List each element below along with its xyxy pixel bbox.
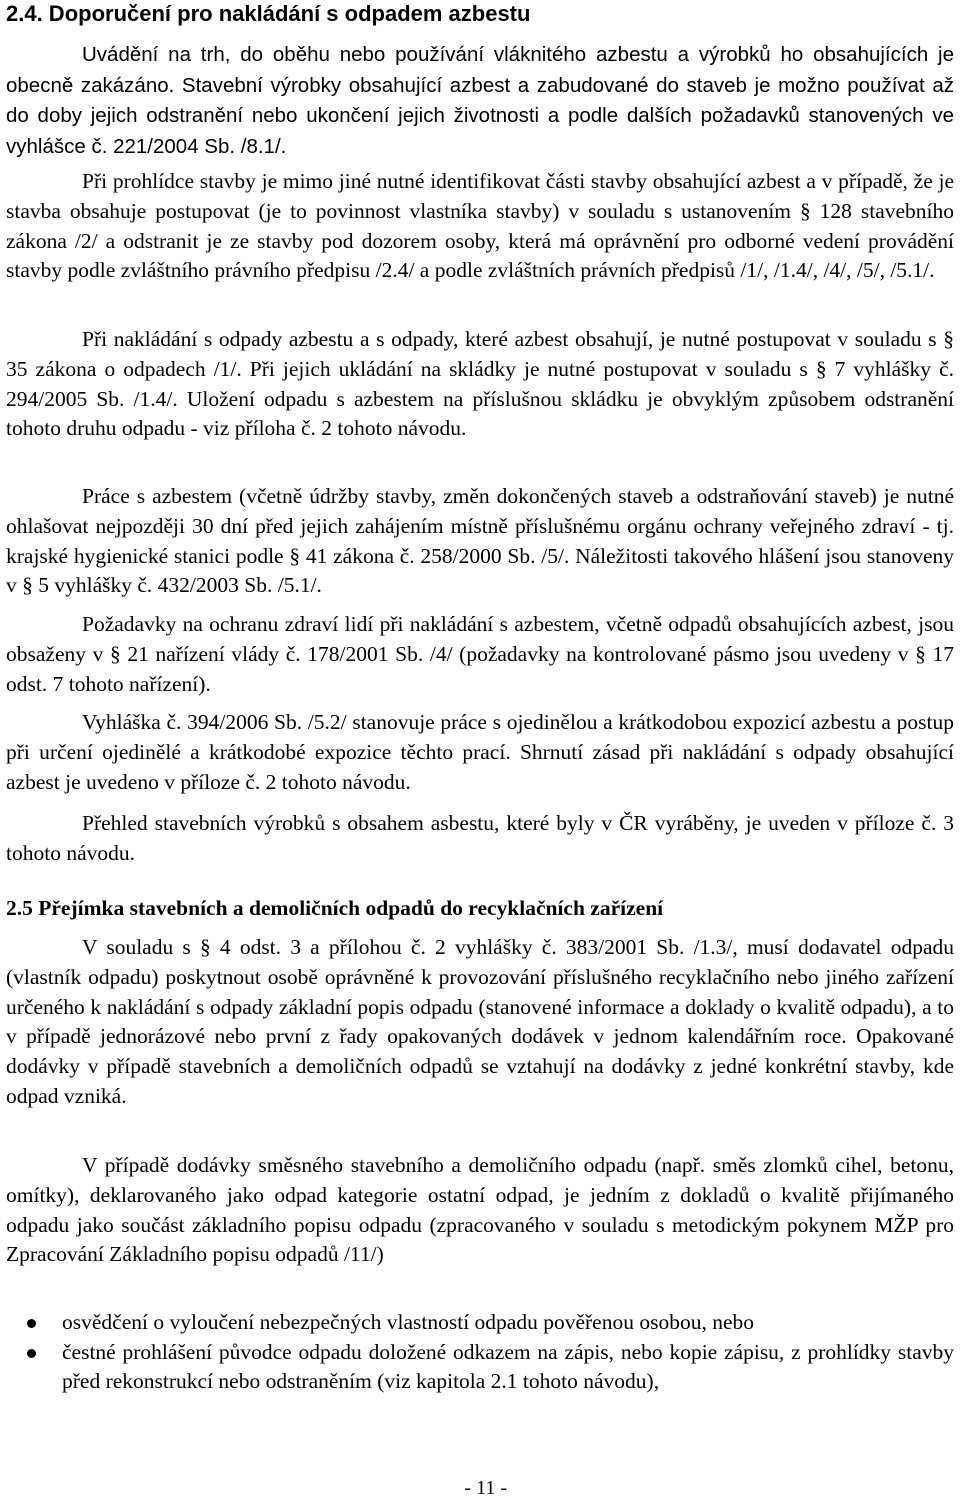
bullet-icon [27, 1319, 36, 1328]
list-item [6, 1338, 954, 1397]
page-footer [6, 1476, 954, 1500]
paragraph-waste-acceptance: V souladu s § 4 odst. 3 a přílohou č. 2 vyhlášky č. 383/2001 Sb. /1.3/, musí dodavatel odpadu (vlastník odpadu) poskytnout osobě oprávněné k provozování příslušného recyklačního nebo jiného zařízení určeného k nakládání s odpady základní popis odpadu (stanovené informace a doklady o kvalitě odpadu), a to v případě jednorázové nebo první z řady opakovaných dodávek v jednom kalendářním roce. Opakované dodávky v případě stavebních a demoličních odpadů se vztahují na dodávky z jedné konkrétní stavby, kde odpad vzniká. [6, 935, 954, 1108]
bullet-list [6, 1308, 954, 1397]
page-number: - 11 - [464, 1477, 507, 1499]
bullet-icon [27, 1349, 36, 1358]
paragraph-decree-394: Vyhláška č. 394/2006 Sb. /5.2/ stanovuje práce s ojedinělou a krátkodobou expozicí azbestu a postup při určení ojedinělé a krátkodobé expozice těchto prací. Shrnutí zásad při nakládání s odpady obsahující azbest je uvedeno v příloze č. 2 tohoto návodu. [6, 710, 954, 794]
paragraph-mixed-waste: V případě dodávky směsného stavebního a demoličního odpadu (např. směs zlomků cihel, betonu, omítky), deklarovaného jako odpad kategorie ostatní odpad, je jedním z dokladů o kvalitě přijímaného odpadu jako součást základního popisu odpadu (zpracovaného v souladu s metodickým pokynem MŽP pro Zpracování Základního popisu odpadů /11/) [6, 1153, 954, 1267]
paragraph-building-inspection: Při prohlídce stavby je mimo jiné nutné identifikovat části stavby obsahující azbest a v případě, že je stavba obsahuje postupovat (je to povinnost vlastníka stavby) v souladu s ustanovením § 128 stavebního zákona /2/ a odstranit je ze stavby pod dozorem osoby, která má oprávnění pro odborné vedení provádění stavby podle zvláštního právního předpisu /2.4/ a podle zvláštních právních předpisů /1/, /1.4/, /4/, /5/, /5.1/. [6, 169, 954, 283]
section-heading-2-5: 2.5 Přejímka stavebních a demoličních odpadů do recyklačních zařízení [6, 896, 664, 920]
paragraph-waste-handling: Při nakládání s odpady azbestu a s odpady, které azbest obsahují, je nutné postupovat v souladu s § 35 zákona o odpadech /1/. Při jejich ukládání na skládky je nutné postupovat v souladu s § 7 vyhlášky č. 294/2005 Sb. /1.4/. Uložení odpadu s azbestem na příslušnou skládku je obvyklým způsobem odstranění tohoto druhu odpadu - viz příloha č. 2 tohoto návodu. [6, 327, 954, 441]
paragraph-asbestos-ban: Uvádění na trh, do oběhu nebo používání vláknitého azbestu a výrobků ho obsahujících je obecně zakázáno. Stavební výrobky obsahující azbest a zabudované do staveb je možno používat až do doby jejich odstranění nebo ukončení jejich životnosti a podle dalších požadavků stanovených ve vyhlášce č. 221/2004 Sb. /8.1/. [6, 43, 954, 158]
paragraph-health-requirements: Požadavky na ochranu zdraví lidí při nakládání s azbestem, včetně odpadů obsahujících azbest, jsou obsaženy v § 21 nařízení vlády č. 178/2001 Sb. /4/ (požadavky na kontrolované pásmo jsou uvedeny v § 17 odst. 7 tohoto nařízení). [6, 612, 954, 696]
paragraph-work-notification: Práce s azbestem (včetně údržby stavby, změn dokončených staveb a odstraňování staveb) je nutné ohlašovat nejpozději 30 dní před jejich zahájením místně příslušnému orgánu ochrany veřejného zdraví - tj. krajské hygienické stanici podle § 41 zákona č. 258/2000 Sb. /5/. Náležitosti takového hlášení jsou stanoveny v § 5 vyhlášky č. 432/2003 Sb. /5.1/. [6, 484, 954, 598]
list-item-text: osvědčení o vyloučení nebezpečných vlastností odpadu pověřenou osobou, nebo [62, 1310, 754, 1334]
section-heading-2-4: 2.4. Doporučení pro nakládání s odpadem azbestu [6, 1, 531, 26]
paragraph-product-overview: Přehled stavebních výrobků s obsahem asbestu, které byly v ČR vyráběny, je uveden v příloze č. 3 tohoto návodu. [6, 811, 954, 865]
list-item-text: čestné prohlášení původce odpadu doložené odkazem na zápis, nebo kopie zápisu, z prohlídky stavby před rekonstrukcí nebo odstraněním (viz kapitola 2.1 tohoto návodu), [62, 1339, 954, 1393]
list-item [6, 1308, 954, 1338]
